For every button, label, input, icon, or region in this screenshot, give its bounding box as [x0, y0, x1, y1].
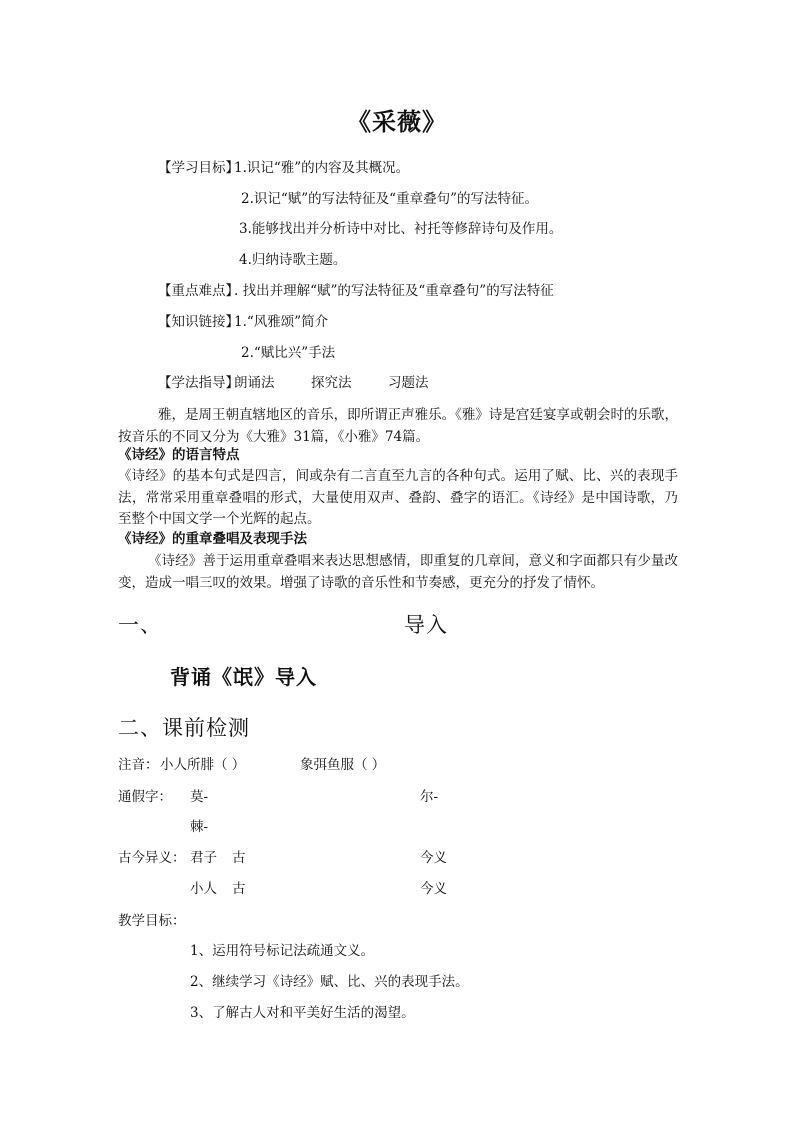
methods-label: 【学法指导】	[158, 375, 239, 391]
objective-item-1: 1.识记“雅”的内容及其概况。	[234, 160, 410, 176]
phonetic-item-1: 小人所腓（ ）	[160, 757, 246, 773]
recite-heading: 背诵《氓》导入	[170, 665, 317, 689]
ya-paragraph: 雅，是周王朝直辖地区的音乐，即所谓正声雅乐。《雅》诗是宫廷宴享或朝会时的乐歌，按音乐的不同又分为《大雅》31篇，《小雅》74篇。	[118, 407, 678, 445]
link-item-2: 2.“赋比兴”手法	[241, 345, 336, 361]
teach-goals-label: 教学目标：	[118, 913, 186, 929]
language-heading: 《诗经》的语言特点	[118, 447, 240, 463]
method-item-1: 朗诵法	[234, 375, 275, 391]
phonetic-label: 注音：	[118, 757, 159, 773]
gujin-jin-1: 今义	[420, 850, 447, 866]
gujin-label: 古今异义：	[118, 850, 186, 866]
section1-number: 一、	[118, 613, 162, 637]
objective-item-3: 3.能够找出并分析诗中对比、衬托等修辞诗句及作用。	[239, 221, 563, 237]
objective-item-2: 2.识记“赋”的写法特征及“重章叠句”的写法特征。	[241, 191, 538, 207]
teach-goal-1: 1、运用符号标记法疏通文义。	[190, 943, 375, 959]
gujin-gu-1: 古	[232, 850, 246, 866]
repeat-heading: 《诗经》的重章叠唱及表现手法	[118, 531, 307, 547]
section1-title: 导入	[404, 613, 448, 637]
method-item-3: 习题法	[388, 375, 429, 391]
repeat-paragraph: 《诗经》善于运用重章叠唱来表达思想感情，即重复的几章间，意义和字面都只有少量改变，造成一唱三叹的效果。增强了诗歌的音乐性和节奏感，更充分的抒发了情怀。	[118, 553, 678, 591]
tongjia-item-3: 棘-	[190, 819, 209, 835]
gujin-word-1: 君子	[190, 850, 217, 866]
phonetic-item-2: 象弭鱼服（ ）	[300, 757, 386, 773]
gujin-jin-2: 今义	[420, 881, 447, 897]
page-title: 《采薇》	[347, 108, 447, 136]
section2-title: 二、课前检测	[118, 716, 250, 740]
tongjia-item-2: 尔-	[420, 789, 439, 805]
objectives-label: 【学习目标】	[158, 160, 239, 176]
tongjia-label: 通假字：	[118, 789, 172, 805]
key-points-label: 【重点难点】	[158, 283, 239, 299]
teach-goal-2: 2、继续学习《诗经》赋、比、兴的表现手法。	[190, 974, 469, 990]
objective-item-4: 4.归纳诗歌主题。	[239, 252, 347, 268]
method-item-2: 探究法	[311, 375, 352, 391]
gujin-word-2: 小人	[190, 881, 217, 897]
gujin-gu-2: 古	[232, 881, 246, 897]
language-paragraph: 《诗经》的基本句式是四言，间或杂有二言直至九言的各种句式。运用了赋、比、兴的表现手法，常常采用重章叠唱的形式，大量使用双声、叠韵、叠字的语汇。《诗经》是中国诗歌，乃至整个中国文学一个光辉的起点。	[118, 468, 678, 527]
links-label: 【知识链接】	[158, 314, 239, 330]
key-points-text: . 找出并理解“赋”的写法特征及“重章叠句”的写法特征	[234, 283, 554, 299]
tongjia-item-1: 莫-	[190, 789, 209, 805]
link-item-1: 1.“风雅颂”简介	[234, 314, 329, 330]
teach-goal-3: 3、了解古人对和平美好生活的渴望。	[190, 1005, 415, 1021]
